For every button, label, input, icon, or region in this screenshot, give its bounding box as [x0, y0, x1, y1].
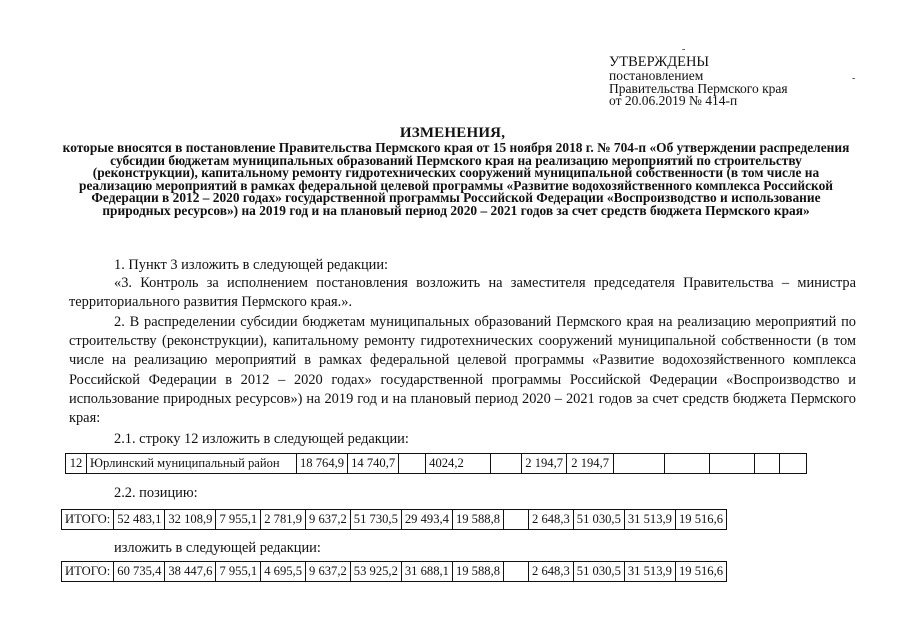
scan-speck: -	[852, 73, 856, 84]
table-cell: 53 925,2	[350, 562, 401, 582]
table-cell: 4 695,5	[261, 562, 306, 582]
table-row	[62, 562, 727, 582]
table-cell: 51 030,5	[573, 510, 624, 530]
document-subtitle: которые вносятся в постановление Правительства Пермского края от 15 ноября 2018 г. № 704-п «Об утверждении распределения субсидии бюджетам муниципальных образований Пермского края на реализацию мероприятий по строительству (реконструкции), капитальному ремонту гидротехнических сооружений муниципальной собственности (в том числе на реализацию мероприятий в рамках федеральной целевой программы «Развитие водохозяйственного комплекса Российской Федерации в 2012 – 2020 годах» государственной программы Российской Федерации «Воспроизводство и использование природных ресурсов») на 2019 год и на плановый период 2020 – 2021 годов за счет средств бюджета Пермского края»	[62, 140, 850, 218]
table-cell	[504, 562, 529, 582]
table-cell: 19 588,8	[452, 510, 503, 530]
table-cell: 2 194,7	[522, 454, 567, 474]
table-cell	[755, 454, 780, 474]
table-cell	[665, 454, 710, 474]
approval-line: постановлением	[609, 68, 704, 83]
table-cell: 31 513,9	[624, 562, 675, 582]
table-cell: 51 030,5	[573, 562, 624, 582]
table-row	[66, 454, 807, 474]
table-cell: 2 648,3	[529, 510, 574, 530]
table-cell	[710, 454, 755, 474]
paragraph-6: изложить в следующей редакции:	[114, 540, 321, 556]
table-cell	[399, 454, 426, 474]
table-cell: ИТОГО:	[62, 562, 114, 582]
table-cell: 9 637,2	[306, 562, 351, 582]
table-cell: 52 483,1	[114, 510, 165, 530]
table-total-new	[61, 561, 727, 582]
scan-speck: -	[682, 44, 686, 55]
table-cell: 32 108,9	[165, 510, 216, 530]
table-cell	[780, 454, 807, 474]
table-cell: 9 637,2	[306, 510, 351, 530]
approval-heading: УТВЕРЖДЕНЫ	[609, 54, 710, 70]
table-cell: 31 513,9	[624, 510, 675, 530]
paragraph-1: 1. Пункт 3 изложить в следующей редакции:	[114, 257, 389, 273]
paragraph-5: 2.2. позицию:	[114, 485, 198, 501]
table-row-12	[65, 453, 807, 474]
table-cell: 19 588,8	[452, 562, 503, 582]
approval-line: Правительства Пермского края	[609, 80, 788, 96]
table-cell: ИТОГО:	[62, 510, 114, 530]
table-cell: 19 516,6	[675, 510, 726, 530]
approval-line: от 20.06.2019 № 414-п	[609, 93, 738, 108]
table-cell: 18 764,9	[297, 454, 348, 474]
table-cell: 2 648,3	[529, 562, 574, 582]
table-cell	[504, 510, 529, 530]
table-cell: 14 740,7	[348, 454, 399, 474]
table-row	[62, 510, 727, 530]
table-cell: 2 194,7	[567, 454, 614, 474]
table-cell: Юрлинский муниципальный район	[87, 454, 297, 474]
table-total-old	[61, 509, 727, 530]
table-cell: 4024,2	[426, 454, 491, 474]
approval-block	[609, 55, 879, 108]
table-cell	[491, 454, 522, 474]
table-cell: 19 516,6	[675, 562, 726, 582]
paragraph-4: 2.1. строку 12 изложить в следующей редакции:	[114, 431, 409, 447]
table-cell: 29 493,4	[401, 510, 452, 530]
table-cell: 38 447,6	[165, 562, 216, 582]
table-cell: 7 955,1	[216, 562, 261, 582]
table-cell: 60 735,4	[114, 562, 165, 582]
paragraph-3: 2. В распределении субсидии бюджетам муниципальных образований Пермского края на реализацию мероприятий по строительству (реконструкции), капитальному ремонту гидротехнических сооружений муниципальной собственности (в том числе на реализацию мероприятий в рамках федеральной целевой программы «Развитие водохозяйственного комплекса Российской Федерации в 2012 – 2020 годах» государственной программы Российской Федерации «Воспроизводство и использование природных ресурсов») на 2019 год и на плановый период 2020 – 2021 годов за счет средств бюджета Пермского края:	[69, 314, 856, 427]
table-cell: 12	[66, 454, 87, 474]
paragraph-2: «3. Контроль за исполнением постановления возложить на заместителя председателя Правительства – министра территориального развития Пермского края.».	[69, 275, 856, 311]
table-cell: 31 688,1	[401, 562, 452, 582]
table-cell: 51 730,5	[350, 510, 401, 530]
document-title: ИЗМЕНЕНИЯ,	[399, 125, 506, 141]
table-cell: 2 781,9	[261, 510, 306, 530]
table-cell	[614, 454, 665, 474]
table-cell: 7 955,1	[216, 510, 261, 530]
